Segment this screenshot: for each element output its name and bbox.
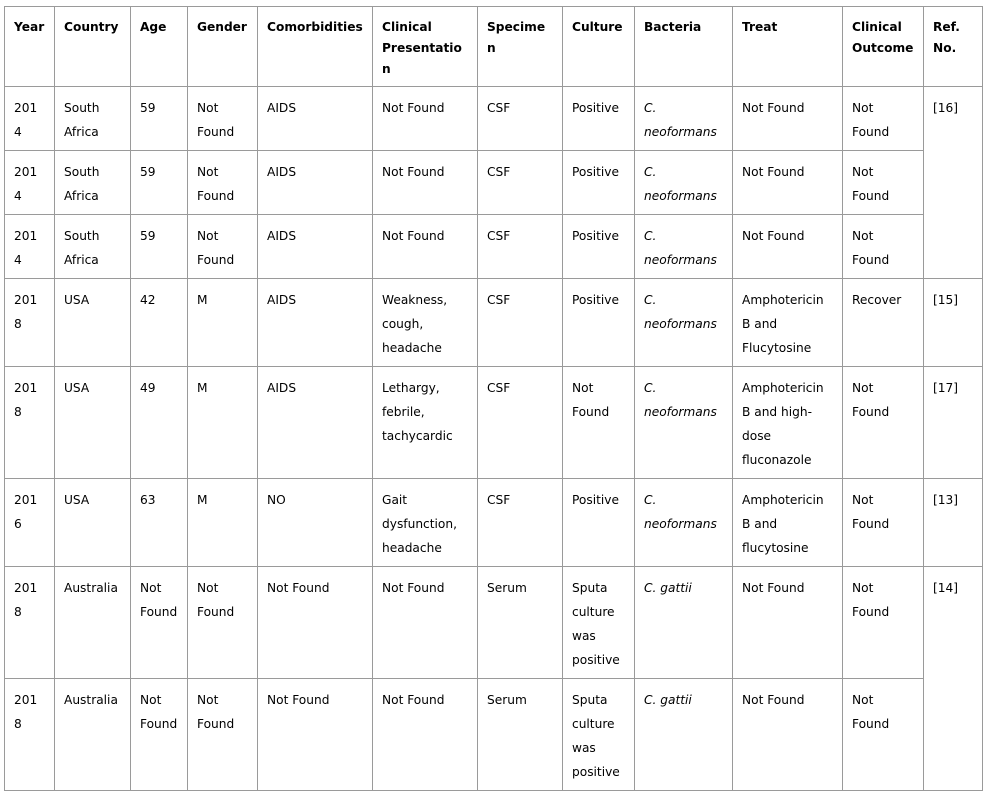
cell-clinical-outcome: Not Found: [843, 567, 924, 679]
cell-age: Not Found: [131, 567, 188, 679]
header-year: Year: [5, 7, 55, 87]
cell-clinical-outcome: Not Found: [843, 87, 924, 151]
cell-age: 59: [131, 87, 188, 151]
table-row: [5, 279, 983, 367]
header-specimen: Specimen: [478, 7, 563, 87]
header-clinical-presentation: Clinical Presentation: [373, 7, 478, 87]
cell-bacteria: C. neoformans: [635, 367, 733, 479]
cell-age: 49: [131, 367, 188, 479]
cell-age: 59: [131, 215, 188, 279]
cell-treat: Amphotericin B and high-dose fluconazole: [733, 367, 843, 479]
header-treat: Treat: [733, 7, 843, 87]
cell-gender: Not Found: [188, 87, 258, 151]
cell-year: 2018: [5, 567, 55, 679]
header-comorbidities: Comorbidities: [258, 7, 373, 87]
header-ref-no: Ref. No.: [924, 7, 983, 87]
cell-treat: Amphotericin B and flucytosine: [733, 479, 843, 567]
cell-gender: M: [188, 279, 258, 367]
cell-culture: Positive: [563, 479, 635, 567]
cell-culture: Positive: [563, 215, 635, 279]
cell-age: 42: [131, 279, 188, 367]
table-row: [5, 151, 983, 215]
cell-ref-no: [16]: [924, 87, 983, 279]
header-gender: Gender: [188, 7, 258, 87]
cell-country: USA: [55, 479, 131, 567]
cell-treat: Not Found: [733, 567, 843, 679]
cell-year: 2018: [5, 367, 55, 479]
cell-country: USA: [55, 367, 131, 479]
cell-country: South Africa: [55, 215, 131, 279]
cell-clinical-presentation: Not Found: [373, 567, 478, 679]
cell-ref-no: [13]: [924, 479, 983, 567]
cell-gender: Not Found: [188, 679, 258, 791]
cell-comorbidities: Not Found: [258, 567, 373, 679]
cell-specimen: CSF: [478, 367, 563, 479]
header-country: Country: [55, 7, 131, 87]
table-row: [5, 367, 983, 479]
cell-comorbidities: AIDS: [258, 215, 373, 279]
cell-specimen: CSF: [478, 279, 563, 367]
cell-treat: Not Found: [733, 215, 843, 279]
header-clinical-outcome: Clinical Outcome: [843, 7, 924, 87]
cell-bacteria: C. gattii: [635, 567, 733, 679]
cell-bacteria: C. gattii: [635, 679, 733, 791]
cell-gender: Not Found: [188, 567, 258, 679]
case-table: [4, 6, 983, 791]
cell-ref-no: [17]: [924, 367, 983, 479]
cell-clinical-outcome: Not Found: [843, 215, 924, 279]
cell-year: 2018: [5, 279, 55, 367]
table-row: [5, 215, 983, 279]
table-row: [5, 87, 983, 151]
cell-age: Not Found: [131, 679, 188, 791]
table-row: [5, 479, 983, 567]
cell-bacteria: C. neoformans: [635, 479, 733, 567]
cell-year: 2014: [5, 215, 55, 279]
cell-ref-no: [15]: [924, 279, 983, 367]
cell-comorbidities: Not Found: [258, 679, 373, 791]
cell-treat: Amphotericin B and Flucytosine: [733, 279, 843, 367]
table-row: [5, 567, 983, 679]
cell-bacteria: C. neoformans: [635, 151, 733, 215]
cell-year: 2018: [5, 679, 55, 791]
header-bacteria: Bacteria: [635, 7, 733, 87]
cell-age: 63: [131, 479, 188, 567]
cell-bacteria: C. neoformans: [635, 87, 733, 151]
cell-ref-no: [14]: [924, 567, 983, 791]
cell-comorbidities: AIDS: [258, 279, 373, 367]
cell-country: USA: [55, 279, 131, 367]
cell-culture: Sputa culture was positive: [563, 679, 635, 791]
cell-country: Australia: [55, 567, 131, 679]
cell-specimen: Serum: [478, 567, 563, 679]
cell-specimen: CSF: [478, 479, 563, 567]
cell-gender: Not Found: [188, 215, 258, 279]
cell-year: 2014: [5, 87, 55, 151]
cell-country: South Africa: [55, 87, 131, 151]
cell-clinical-outcome: Not Found: [843, 479, 924, 567]
cell-clinical-presentation: Lethargy, febrile, tachycardic: [373, 367, 478, 479]
cell-country: Australia: [55, 679, 131, 791]
cell-gender: Not Found: [188, 151, 258, 215]
cell-clinical-outcome: Recover: [843, 279, 924, 367]
cell-clinical-outcome: Not Found: [843, 151, 924, 215]
cell-comorbidities: AIDS: [258, 367, 373, 479]
cell-clinical-presentation: Gait dysfunction, headache: [373, 479, 478, 567]
cell-gender: M: [188, 367, 258, 479]
cell-comorbidities: AIDS: [258, 87, 373, 151]
cell-specimen: CSF: [478, 151, 563, 215]
table-header-row: [5, 7, 983, 87]
cell-comorbidities: NO: [258, 479, 373, 567]
cell-treat: Not Found: [733, 679, 843, 791]
cell-age: 59: [131, 151, 188, 215]
cell-bacteria: C. neoformans: [635, 215, 733, 279]
cell-clinical-outcome: Not Found: [843, 367, 924, 479]
header-culture: Culture: [563, 7, 635, 87]
cell-bacteria: C. neoformans: [635, 279, 733, 367]
cell-specimen: Serum: [478, 679, 563, 791]
cell-specimen: CSF: [478, 87, 563, 151]
cell-culture: Sputa culture was positive: [563, 567, 635, 679]
cell-clinical-presentation: Not Found: [373, 87, 478, 151]
cell-treat: Not Found: [733, 151, 843, 215]
cell-clinical-presentation: Not Found: [373, 151, 478, 215]
cell-clinical-outcome: Not Found: [843, 679, 924, 791]
header-age: Age: [131, 7, 188, 87]
table-row: [5, 679, 983, 791]
cell-gender: M: [188, 479, 258, 567]
cell-culture: Positive: [563, 87, 635, 151]
cell-comorbidities: AIDS: [258, 151, 373, 215]
cell-treat: Not Found: [733, 87, 843, 151]
cell-culture: Positive: [563, 279, 635, 367]
cell-clinical-presentation: Not Found: [373, 679, 478, 791]
table-container: [4, 6, 983, 791]
cell-culture: Positive: [563, 151, 635, 215]
cell-year: 2016: [5, 479, 55, 567]
cell-year: 2014: [5, 151, 55, 215]
cell-clinical-presentation: Weakness, cough, headache: [373, 279, 478, 367]
cell-country: South Africa: [55, 151, 131, 215]
cell-clinical-presentation: Not Found: [373, 215, 478, 279]
cell-culture: Not Found: [563, 367, 635, 479]
cell-specimen: CSF: [478, 215, 563, 279]
